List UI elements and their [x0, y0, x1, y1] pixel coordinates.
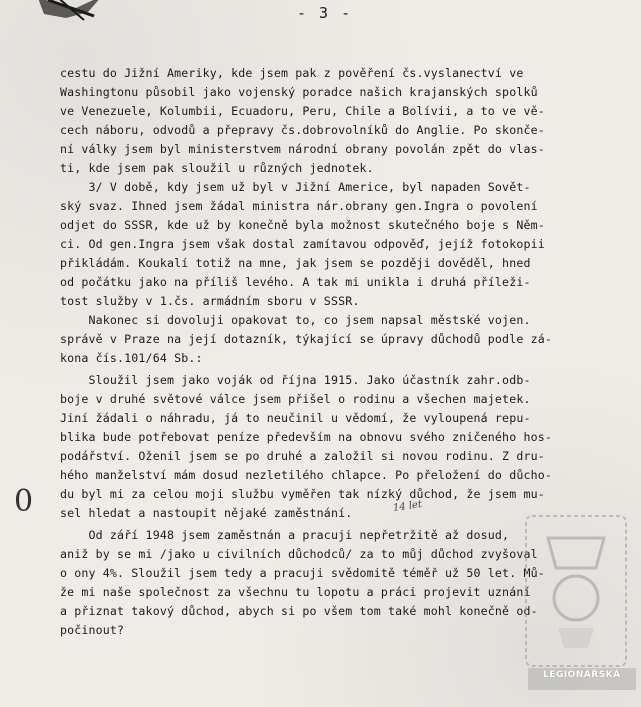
text-line: Od září 1948 jsem zaměstnán a pracuji nepřetržitě až dosud,	[60, 528, 510, 542]
text-line: Sloužil jsem jako voják od října 1915. Jako účastník zahr.odb-	[60, 373, 531, 387]
text-line: a přiznat takový důchod, abych si po všem tom také mohl konečně od-	[60, 604, 538, 618]
text-line: odjet do SSSR, kde už by konečně byla možnost skutečného boje s Něm-	[60, 218, 545, 232]
text-line: ní války jsem byl ministerstvem národní obrany povolán zpět do vlas-	[60, 142, 545, 156]
text-line: cestu do Jižní Ameriky, kde jsem pak z pověření čs.vyslanectví ve	[60, 66, 524, 80]
text-line: ský svaz. Ihned jsem žádal ministra nár.obrany gen.Ingra o povolení	[60, 199, 538, 213]
text-line: podářství. Oženil jsem se po druhé a založil si novou rodinu. Z dru-	[60, 449, 545, 463]
text-line: že mi naše společnost za všechnu tu lopotu a práci projevit uznání	[60, 585, 531, 599]
text-line: ve Venezuele, Kolumbii, Ecuadoru, Peru, Chile a Bolívii, a to ve vě-	[60, 104, 545, 118]
text-line: sel hledat a nastoupit nějaké zaměstnání.	[60, 506, 353, 520]
text-line: boje v druhé světové válce jsem přišel o rodinu a všechen majetek.	[60, 392, 531, 406]
text-line: přikládám. Koukalí totiž na mne, jak jsem se později dověděl, hned	[60, 256, 531, 270]
text-line: Jiní žádali o náhradu, já to neučinil u vědomí, že vyloupená repu-	[60, 411, 531, 425]
text-line: kona čís.101/64 Sb.:	[60, 351, 203, 365]
text-line: od počátku jako na příliš levého. A tak mi unikla i druhá příleži-	[60, 275, 531, 289]
text-line: hého manželství mám dosud nezletilého chlapce. Po přeložení do důcho-	[60, 468, 552, 482]
text-line: du byl mi za celou moji službu vyměřen tak nízký důchod, že jsem mu-	[60, 487, 545, 501]
text-line: ti, kde jsem pak sloužil u různých jednotek.	[60, 161, 374, 175]
handwritten-annotation: 14 let	[392, 499, 423, 514]
text-line: Washingtonu působil jako vojenský poradce našich krajanských spolků	[60, 85, 538, 99]
stamp-label: LEGIONÁŘSKÁ	[543, 670, 621, 680]
text-line: tost služby v 1.čs. armádním sboru v SSSR.	[60, 294, 360, 308]
text-line: správě v Praze na její dotazník, týkající se úpravy důchodů podle zá-	[60, 332, 552, 346]
margin-handwritten-mark: 0	[14, 484, 34, 519]
text-line: blika bude potřebovat peníze především na obnovu svého zničeného hos-	[60, 430, 552, 444]
text-line: aniž by se mi /jako u civilních důchodců/ za to můj důchod zvyšoval	[60, 547, 538, 561]
ink-blot-mark	[36, 0, 106, 22]
text-line: o ony 4%. Sloužil jsem tedy a pracuji svědomitě téměř už 50 let. Mů-	[60, 566, 545, 580]
text-line: cech náboru, odvodů a přepravy čs.dobrovolníků do Anglie. Po skonče-	[60, 123, 545, 137]
text-line: počinout?	[60, 623, 125, 637]
text-line: 3/ V době, kdy jsem už byl v Jižní Americe, byl napaden Sovět-	[60, 180, 531, 194]
text-line: Nakonec si dovoluji opakovat to, co jsem napsal městské vojen.	[60, 313, 531, 327]
text-line: ci. Od gen.Ingra jsem však dostal zamítavou odpověď, jejíž fotokopii	[60, 237, 545, 251]
page-number: - 3 -	[297, 4, 353, 22]
